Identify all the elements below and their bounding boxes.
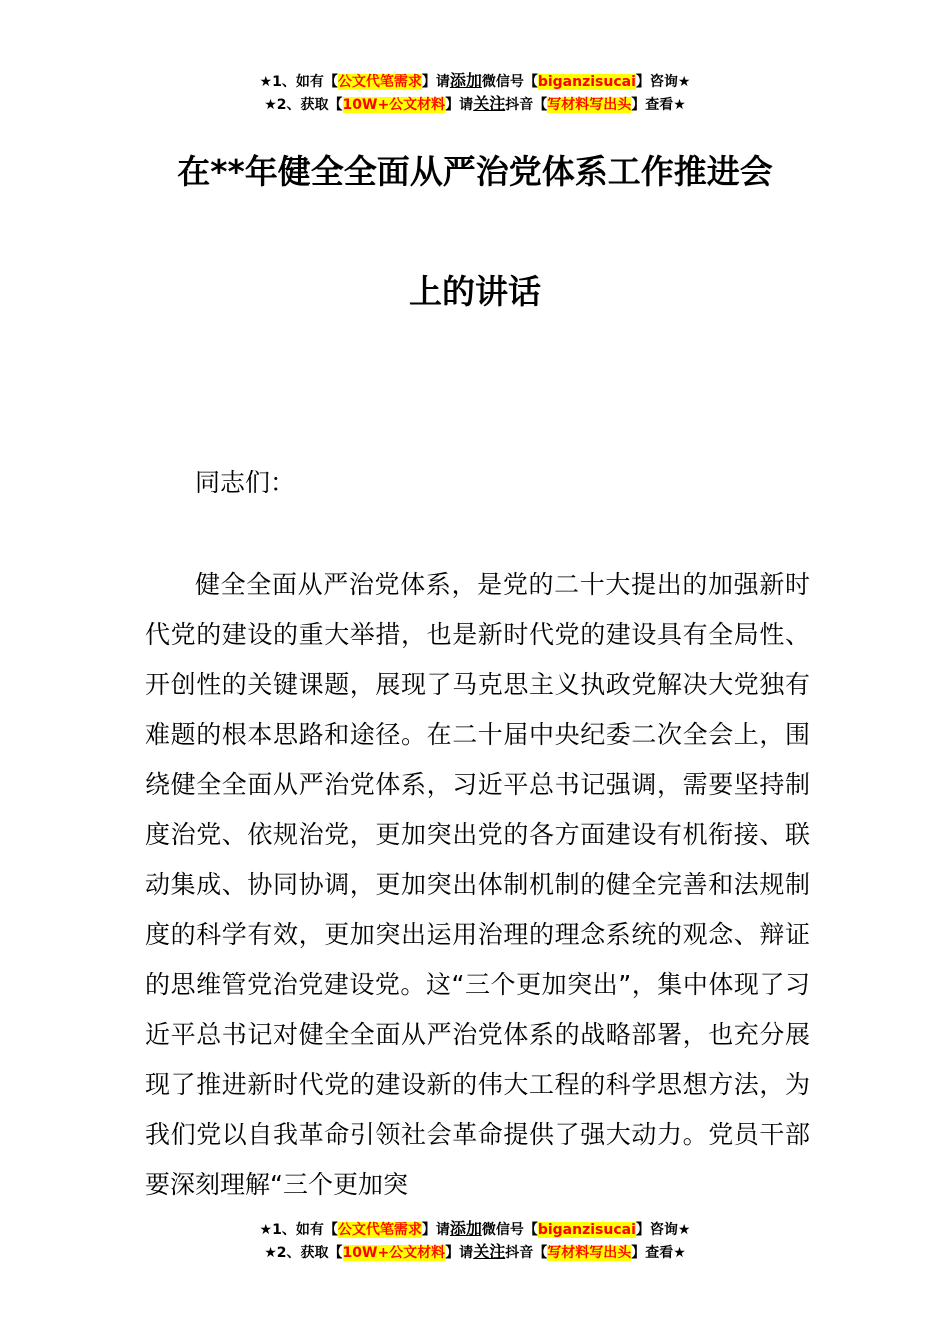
- paragraph: 健全全面从严治党体系，是党的二十大提出的加强新时代党的建设的重大举措，也是新时代党的建设具有全局性、开创性的关键课题，展现了马克思主义执政党解决大党独有难题的根本思路和途径。在二十届中央纪委二次全会上，围绕健全全面从严治党体系，习近平总书记强调，需要坚持制度治党、依规治党，更加突出党的各方面建设有机衔接、联动集成、协同协调，更加突出体制机制的健全完善和法规制度的科学有效，更加突出运用治理的理念系统的观念、辩证的思维管党治党建设党。这“三个更加突出”，集中体现了习近平总书记对健全全面从严治党体系的战略部署，也充分展现了推进新时代党的建设新的伟大工程的科学思想方法，为我们党以自我革命引领社会革命提供了强大动力。党员干部要深刻理解“三个更加突: [145, 570, 810, 1199]
- banner-text: 】查看★: [631, 97, 686, 113]
- banner-text: ★1、如有【: [259, 74, 338, 90]
- salutation: 同志们：: [195, 468, 296, 497]
- document-title-line-2: 上的讲话: [409, 272, 541, 311]
- banner-text: 】查看★: [631, 1245, 686, 1261]
- banner-emphasis: 添加: [449, 1219, 482, 1238]
- banner-highlight: 10W+公文材料: [342, 97, 446, 113]
- banner-text: 】咨询★: [635, 1222, 691, 1238]
- banner-text: 微信号【: [481, 1222, 538, 1238]
- banner-text: 】请: [421, 1222, 450, 1238]
- banner-emphasis: 关注: [473, 1242, 506, 1261]
- banner-highlight: biganzisucai: [537, 74, 636, 90]
- banner-line-1: [0, 70, 950, 93]
- banner-text: 抖音【: [505, 1245, 548, 1261]
- banner-text: 】请: [445, 1245, 474, 1261]
- header-banner: [0, 70, 950, 116]
- banner-text: 】请: [445, 97, 474, 113]
- banner-highlight: 公文代笔需求: [337, 74, 422, 90]
- banner-line-1: [0, 1218, 950, 1241]
- footer-banner: [0, 1218, 950, 1264]
- document-title-line-1: 在**年健全全面从严治党体系工作推进会: [177, 152, 773, 191]
- body-text: [145, 560, 810, 1210]
- banner-highlight: 写材料写出头: [547, 1245, 632, 1261]
- banner-line-2: [0, 93, 950, 116]
- banner-highlight: 公文代笔需求: [337, 1222, 422, 1238]
- banner-emphasis: 关注: [473, 94, 506, 113]
- banner-line-2: [0, 1241, 950, 1264]
- banner-highlight: biganzisucai: [537, 1222, 636, 1238]
- banner-highlight: 10W+公文材料: [342, 1245, 446, 1261]
- banner-emphasis: 添加: [449, 71, 482, 90]
- banner-text: 抖音【: [505, 97, 548, 113]
- banner-text: 】咨询★: [635, 74, 691, 90]
- banner-text: ★2、获取【: [264, 1245, 343, 1261]
- banner-text: 】请: [421, 74, 450, 90]
- banner-text: ★2、获取【: [264, 97, 343, 113]
- banner-text: 微信号【: [481, 74, 538, 90]
- banner-text: ★1、如有【: [259, 1222, 338, 1238]
- banner-highlight: 写材料写出头: [547, 97, 632, 113]
